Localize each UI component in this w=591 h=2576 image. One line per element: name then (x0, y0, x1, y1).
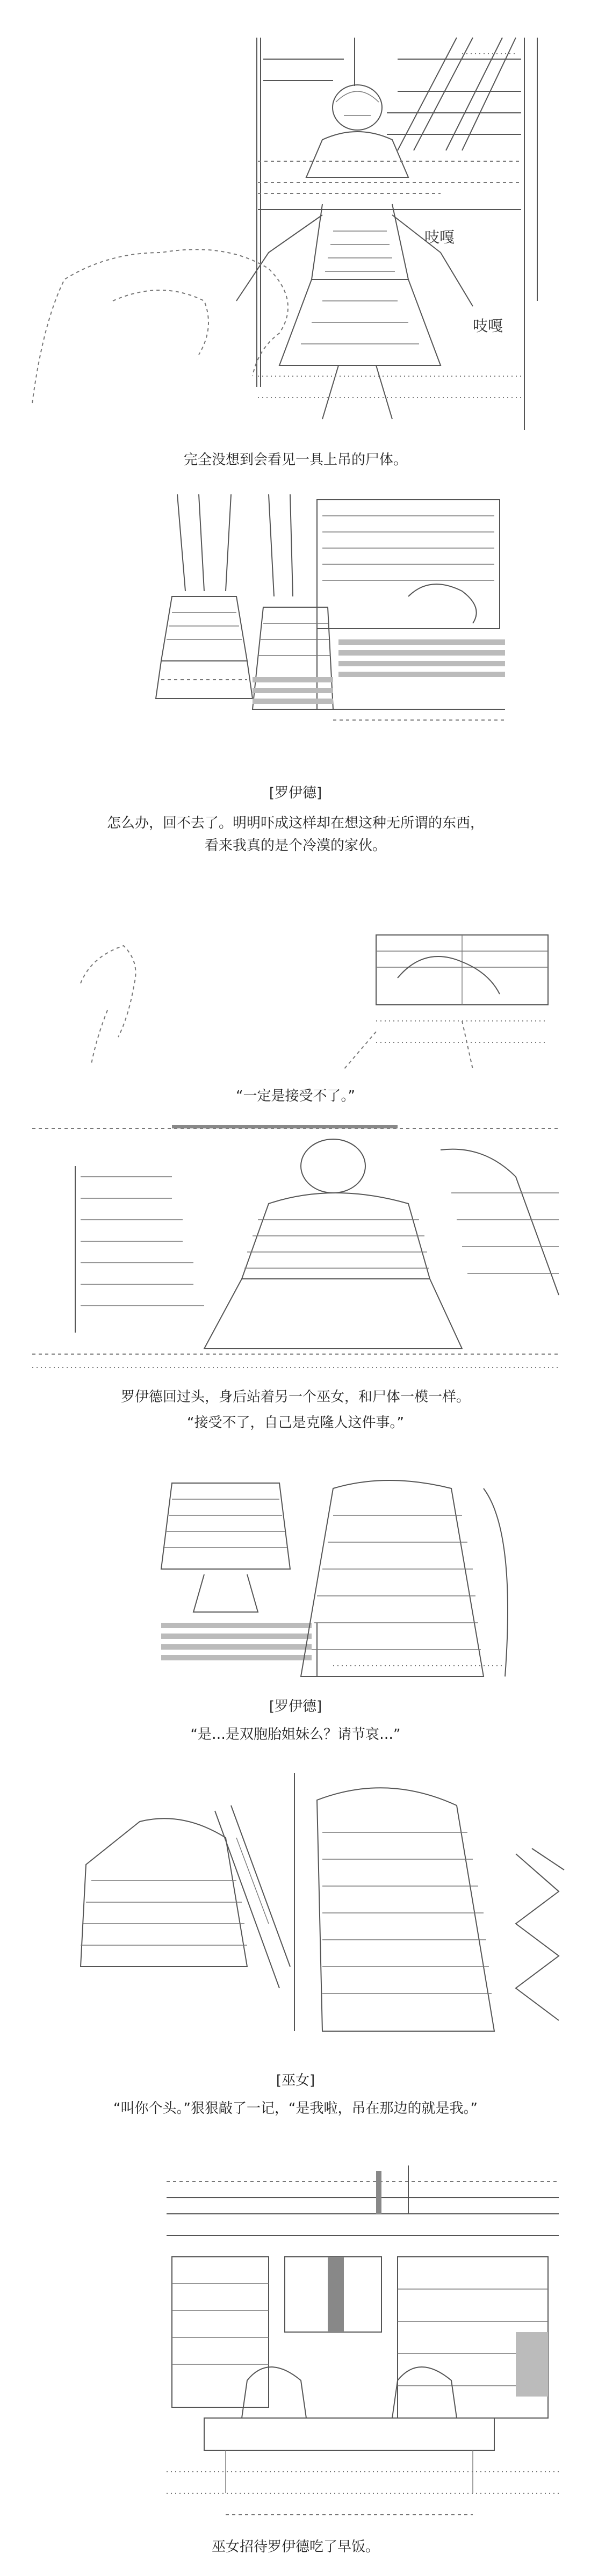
panel-4-caption-line-1: 罗伊德回过头，身后站着另一个巫女，和尸体一模一样。 (120, 1389, 470, 1405)
panel-4-caption-line-2: “接受不了，自己是克隆人这件事。” (187, 1415, 404, 1431)
panel-1-ascii-art (0, 0, 591, 441)
panel-7-caption: 巫女招待罗伊德吃了早饭。 (211, 2539, 379, 2555)
panel-4 (0, 1118, 591, 1451)
panel-6-caption: “叫你个头。”狠狠敲了一记，“是我啦，吊在那边的就是我。” (113, 2100, 478, 2117)
panel-2-ascii-art (0, 484, 591, 811)
panel-1-caption: 完全没想到会看见一具上吊的尸体。 (183, 452, 407, 468)
panel-2 (0, 484, 591, 913)
panel-2-speaker: [罗伊德] (269, 785, 322, 801)
panel-5-ascii-art (0, 1451, 591, 1687)
panel-6 (0, 1762, 591, 2139)
panel-1 (0, 0, 591, 473)
panel-5-caption: “是…是双胞胎姐妹么？请节哀…” (190, 1726, 401, 1743)
panel-3-caption: “一定是接受不了。” (236, 1088, 355, 1104)
panel-3 (0, 913, 591, 1118)
panel-6-ascii-art (0, 1762, 591, 2063)
panel-7 (0, 2149, 591, 2576)
panel-7-ascii-art (0, 2149, 591, 2536)
panel-5-speaker: [罗伊德] (269, 1699, 322, 1715)
panel-6-speaker: [巫女] (276, 2073, 315, 2089)
panel-2-caption-line-2: 看来我真的是个冷漠的家伙。 (204, 838, 386, 854)
panel-5 (0, 1451, 591, 1762)
panel-3-ascii-art (0, 913, 591, 1075)
panel-4-ascii-art (0, 1118, 591, 1376)
sfx-creak-2: 吱嘎 (473, 317, 503, 335)
sfx-creak-1: 吱嘎 (424, 228, 455, 246)
panel-2-caption-line-1: 怎么办，回不去了。明明吓成这样却在想这种无所谓的东西， (106, 815, 484, 831)
